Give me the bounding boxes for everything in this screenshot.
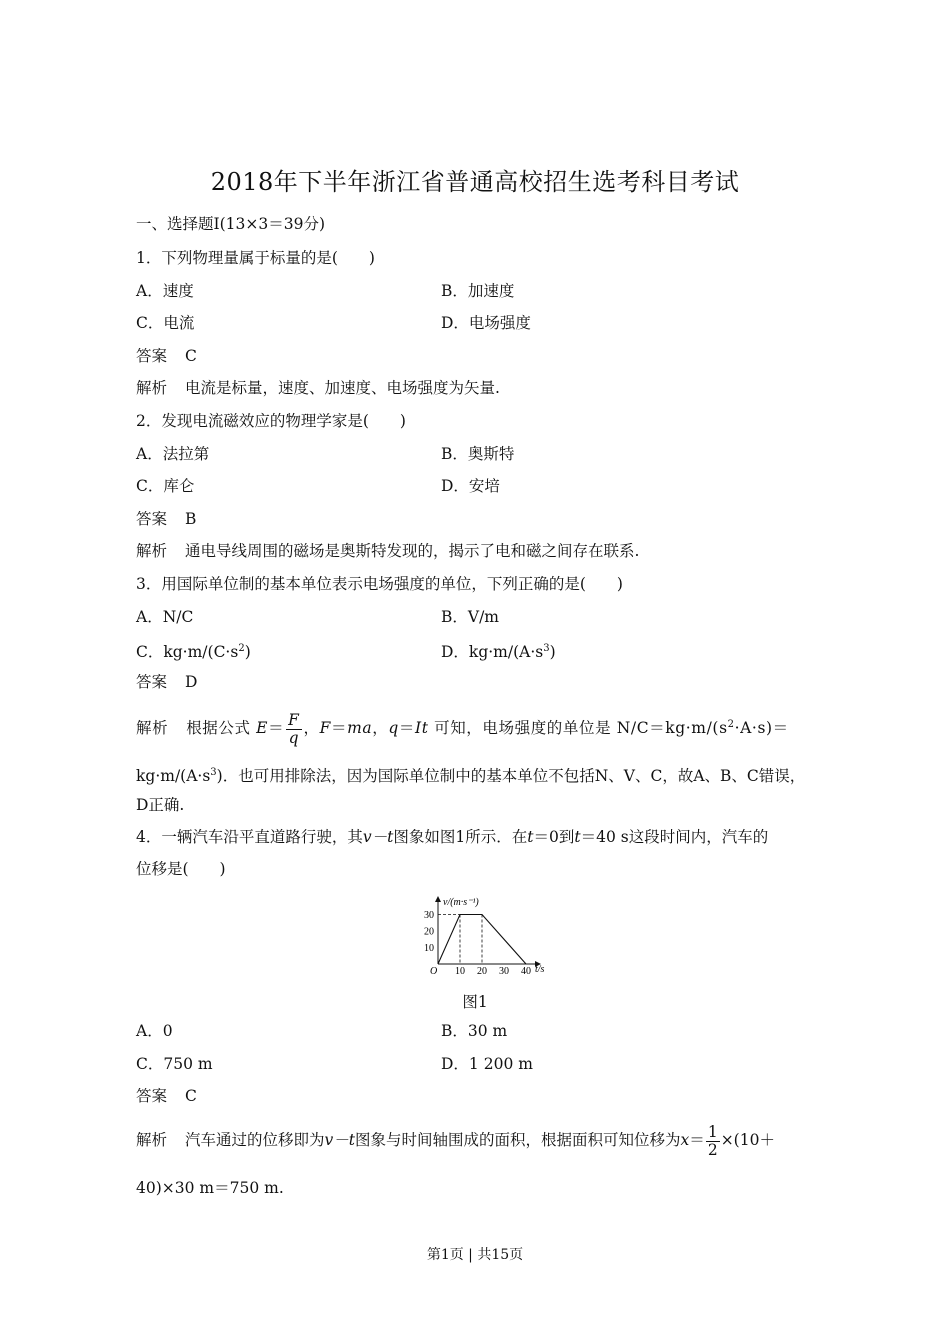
text: ＝ (331, 719, 348, 738)
text: ·A·s)＝ (734, 719, 789, 738)
q3-option-b: B．V/m (441, 608, 500, 626)
q3-option-c-text: C．kg·m/(C·s (136, 643, 239, 662)
text: ， (303, 719, 320, 738)
y-tick-label: 10 (424, 943, 434, 954)
exponent: 2 (727, 719, 735, 730)
x-tick-label: 40 (521, 966, 531, 977)
q1-option-d: D．电场强度 (441, 314, 531, 332)
q1-option-b: B．加速度 (441, 282, 515, 300)
exponent: 3 (210, 767, 217, 778)
q4-stem-line1 (136, 827, 768, 847)
q3-option-a: A．N/C (136, 608, 194, 626)
section-heading: 一、选择题Ⅰ(13×3＝39分) (136, 215, 326, 233)
answer-label: 答案 (136, 673, 168, 691)
q3-option-c-exponent: 2 (238, 643, 245, 654)
var-f: F (319, 719, 331, 738)
text: 汽车通过的位移即为 (185, 1131, 325, 1149)
analysis-text: 通电导线周围的磁场是奥斯特发现的，揭示了电和磁之间存在联系. (185, 542, 640, 560)
q1-option-c: C．电流 (136, 314, 195, 332)
q1-answer (136, 346, 197, 366)
answer-value: B (185, 510, 197, 528)
text: 根据公式 (186, 719, 251, 738)
var-vt: v－t (324, 1131, 356, 1149)
var-e: E (256, 719, 269, 738)
q2-option-d: D．安培 (441, 477, 500, 495)
answer-label: 答案 (136, 510, 168, 528)
answer-value: C (185, 1087, 197, 1105)
q1-option-a: A．速度 (136, 282, 194, 300)
var-t: t (527, 828, 534, 846)
q3-option-d-text: D．kg·m/(A·s (441, 643, 544, 662)
q3-stem: 3．用国际单位制的基本单位表示电场强度的单位，下列正确的是( ) (136, 575, 623, 593)
answer-value: D (185, 673, 198, 691)
text: ＝ (689, 1131, 705, 1149)
q4-stem-line2: 位移是( ) (136, 860, 226, 878)
fraction-denominator: q (288, 728, 300, 747)
q3-option-d (441, 639, 556, 662)
var-t: t (574, 828, 581, 846)
q4-analysis-line1 (136, 1122, 775, 1159)
q1-analysis (136, 378, 500, 398)
fraction-numerator: F (288, 710, 300, 729)
var-x: x (680, 1131, 690, 1149)
q3-analysis-line3: D正确. (136, 796, 185, 814)
q2-stem: 2．发现电流磁效应的物理学家是( ) (136, 412, 406, 430)
origin-label: O (430, 966, 438, 977)
figure-caption: 图1 (462, 993, 488, 1011)
text: 4．一辆汽车沿平直道路行驶，其 (136, 828, 363, 846)
vt-graph-figure (410, 893, 560, 983)
x-axis-label: t/s (535, 964, 545, 975)
q4-analysis-line2: 40)×30 m＝750 m. (136, 1179, 284, 1197)
analysis-label: 解析 (136, 379, 168, 397)
q2-analysis (136, 541, 639, 561)
q4-option-a: A．0 (136, 1022, 173, 1040)
text: ×(10＋ (720, 1131, 775, 1149)
q2-answer (136, 509, 196, 529)
text: ＝ (268, 719, 285, 738)
q2-option-c: C．库仑 (136, 477, 195, 495)
q4-option-d: D．1 200 m (441, 1055, 533, 1073)
q3-analysis-line1 (136, 707, 836, 747)
y-tick-label: 20 (424, 926, 434, 938)
text: ＝40 s这段时间内，汽车的 (580, 828, 769, 846)
q1-stem: 1．下列物理量属于标量的是( ) (136, 249, 375, 267)
fraction-one-half (706, 1124, 720, 1159)
text: ＝0到 (533, 828, 575, 846)
text: 图象与时间轴围成的面积，根据面积可知位移为 (355, 1131, 681, 1149)
q3-option-c (136, 639, 251, 662)
answer-value: C (185, 347, 197, 365)
text: kg·m/(A·s (136, 767, 211, 786)
answer-label: 答案 (136, 1087, 168, 1105)
fraction-f-over-q (286, 712, 301, 747)
q3-answer (136, 672, 197, 692)
q2-option-b: B．奥斯特 (441, 445, 515, 463)
analysis-label: 解析 (136, 542, 168, 560)
text: ， (372, 719, 389, 738)
analysis-text: 电流是标量，速度、加速度、电场强度为矢量. (185, 379, 500, 397)
text: 图象如图1所示．在 (393, 828, 528, 846)
analysis-label: 解析 (136, 719, 169, 738)
q2-option-a: A．法拉第 (136, 445, 210, 463)
q4-option-b: B．30 m (441, 1022, 508, 1040)
y-tick-label: 30 (424, 910, 434, 921)
q3-option-c-close: ) (244, 643, 251, 662)
q3-analysis-line2 (136, 763, 805, 786)
q4-answer (136, 1086, 197, 1106)
page-title: 2018年下半年浙江省普通高校招生选考科目考试 (210, 168, 740, 196)
fraction-numerator: 1 (707, 1122, 718, 1141)
x-tick-label: 20 (477, 966, 487, 977)
page-footer: 第1页 | 共15页 (426, 1247, 524, 1263)
var-vt: v－t (362, 828, 394, 846)
q3-option-d-close: ) (549, 643, 556, 662)
fraction-denominator: 2 (707, 1140, 718, 1159)
text: ＝ (398, 719, 415, 738)
var-ma: ma (347, 719, 373, 738)
x-tick-label: 10 (455, 966, 465, 977)
answer-label: 答案 (136, 347, 168, 365)
analysis-label: 解析 (136, 1131, 168, 1149)
q4-option-c: C．750 m (136, 1055, 213, 1073)
var-it: It (415, 719, 429, 738)
y-axis-label: v/(m·s⁻¹) (443, 897, 479, 908)
text: )．也可用排除法，因为国际单位制中的基本单位不包括N、V、C，故A、B、C错误， (216, 767, 806, 786)
var-q: q (388, 719, 399, 738)
q3-option-d-exponent: 3 (543, 643, 550, 654)
x-tick-label: 30 (499, 966, 509, 977)
text: 可知，电场强度的单位是 N/C＝kg·m/(s (434, 719, 728, 738)
